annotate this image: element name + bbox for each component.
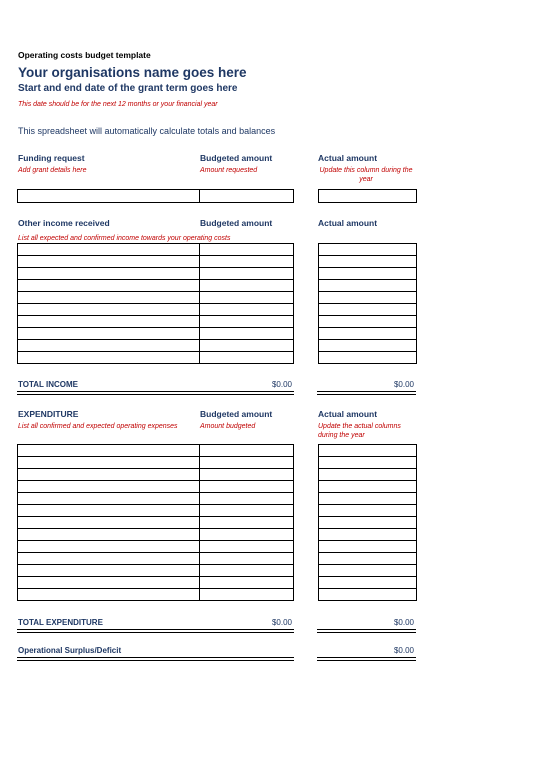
- total-income-label: TOTAL INCOME: [18, 380, 78, 389]
- total-expenditure-actual: $0.00: [393, 618, 414, 627]
- total-income-budgeted: $0.00: [271, 380, 292, 389]
- income-budgeted-label: Budgeted amount: [200, 218, 273, 228]
- total-income-rule: [17, 391, 294, 395]
- total-expenditure-label: TOTAL EXPENDITURE: [18, 618, 103, 627]
- date-note: This date should be for the next 12 months or your financial year: [18, 101, 218, 108]
- expenditure-budgeted-cell[interactable]: [199, 588, 294, 601]
- income-item-cell[interactable]: [17, 351, 200, 364]
- income-actual-cell[interactable]: [318, 351, 417, 364]
- expenditure-actual-label: Actual amount: [318, 409, 378, 419]
- funding-request-label: Funding request: [18, 153, 85, 163]
- expenditure-grid: [17, 445, 417, 601]
- expenditure-actual-cell[interactable]: [318, 588, 417, 601]
- total-income-actual-rule: [317, 391, 416, 395]
- expenditure-actual-hint: Update the actual columns during the year: [318, 423, 401, 439]
- expenditure-item-cell[interactable]: [17, 588, 200, 601]
- income-budgeted-cell[interactable]: [199, 351, 294, 364]
- expenditure-hint: List all confirmed and expected operating expenses: [18, 423, 178, 430]
- expenditure-budgeted-label: Budgeted amount: [200, 409, 273, 419]
- surplus-rule: [17, 657, 294, 661]
- expenditure-label: EXPENDITURE: [18, 409, 79, 419]
- funding-detail-cell[interactable]: [17, 189, 200, 203]
- template-title: Operating costs budget template: [18, 50, 151, 60]
- funding-budgeted-label: Budgeted amount: [200, 153, 273, 163]
- funding-actual-label: Actual amount: [318, 153, 378, 163]
- funding-hint: Add grant details here: [18, 167, 87, 174]
- income-label: Other income received: [18, 218, 110, 228]
- income-actual-label: Actual amount: [318, 218, 378, 228]
- surplus-deficit-value: $0.00: [393, 646, 414, 655]
- funding-budgeted-hint: Amount requested: [200, 167, 258, 174]
- org-name: Your organisations name goes here: [18, 65, 247, 80]
- funding-budgeted-cell[interactable]: [199, 189, 294, 203]
- total-income-actual: $0.00: [393, 380, 414, 389]
- total-expenditure-budgeted: $0.00: [271, 618, 292, 627]
- income-grid: [17, 244, 417, 364]
- grant-term: Start and end date of the grant term goes here: [18, 83, 238, 94]
- expenditure-row: [17, 589, 417, 601]
- total-expenditure-actual-rule: [317, 629, 416, 633]
- total-expenditure-rule: [17, 629, 294, 633]
- surplus-deficit-label: Operational Surplus/Deficit: [18, 646, 122, 655]
- info-text: This spreadsheet will automatically calculate totals and balances: [18, 126, 276, 136]
- surplus-actual-rule: [317, 657, 416, 661]
- funding-actual-cell[interactable]: [318, 189, 417, 203]
- funding-actual-hint: Update this column during the year: [319, 167, 413, 183]
- income-hint: List all expected and confirmed income towards your operating costs: [18, 235, 231, 242]
- expenditure-budgeted-hint: Amount budgeted: [200, 423, 256, 430]
- funding-grid: [17, 190, 417, 204]
- income-row: [17, 352, 417, 364]
